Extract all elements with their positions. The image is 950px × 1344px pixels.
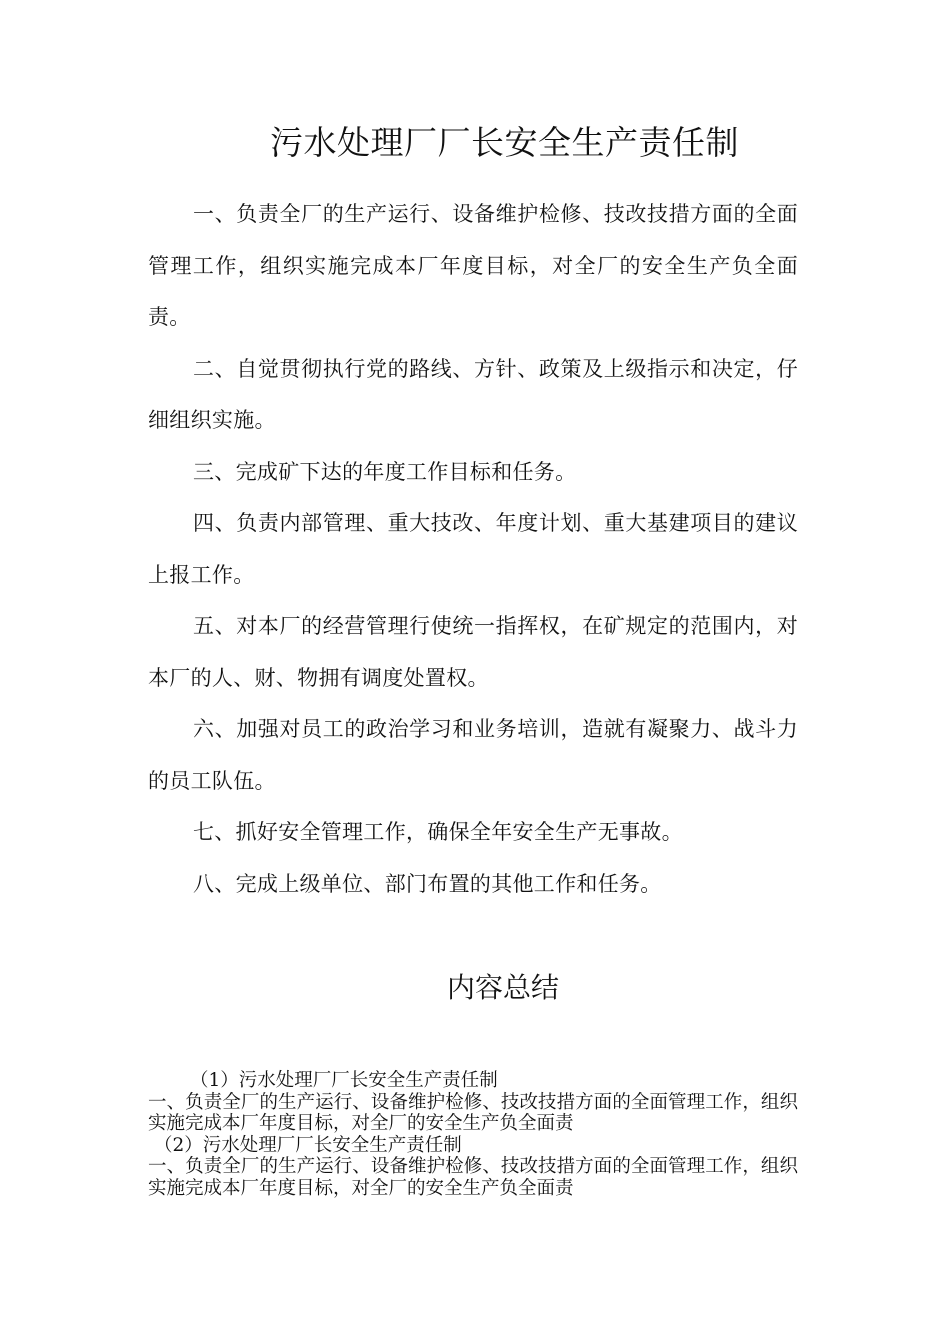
summary-item-text-2: 一、负责全厂的生产运行、设备维护检修、技改技措方面的全面管理工作，组织实施完成本厂年度目标，对全厂的安全生产负全面责 [148, 1156, 798, 1199]
summary-item-heading-1: （1）污水处理厂厂长安全生产责任制 [190, 1070, 498, 1091]
paragraph-1: 一、负责全厂的生产运行、设备维护检修、技改技措方面的全面管理工作，组织实施完成本厂年度目标，对全厂的安全生产负全面责。 [148, 202, 798, 329]
summary-title: 内容总结 [447, 971, 560, 1004]
document-title: 污水处理厂厂长安全生产责任制 [270, 123, 739, 162]
paragraph-5: 五、对本厂的经营管理行使统一指挥权，在矿规定的范围内，对本厂的人、财、物拥有调度处置权。 [148, 614, 798, 690]
summary-section [148, 1070, 798, 1199]
paragraph-7: 七、抓好安全管理工作，确保全年安全生产无事故。 [193, 820, 683, 844]
summary-item-text-1: 一、负责全厂的生产运行、设备维护检修、技改技措方面的全面管理工作，组织实施完成本厂年度目标，对全厂的安全生产负全面责 [148, 1091, 798, 1134]
document-body [148, 189, 798, 910]
paragraph-4: 四、负责内部管理、重大技改、年度计划、重大基建项目的建议上报工作。 [148, 511, 798, 587]
summary-item-heading-2: （2）污水处理厂厂长安全生产责任制 [154, 1134, 462, 1156]
paragraph-3: 三、完成矿下达的年度工作目标和任务。 [193, 459, 577, 484]
paragraph-6: 六、加强对员工的政治学习和业务培训，造就有凝聚力、战斗力的员工队伍。 [148, 717, 798, 793]
paragraph-2: 二、自觉贯彻执行党的路线、方针、政策及上级指示和决定，仔细组织实施。 [148, 356, 798, 432]
paragraph-8: 八、完成上级单位、部门布置的其他工作和任务。 [193, 871, 662, 896]
